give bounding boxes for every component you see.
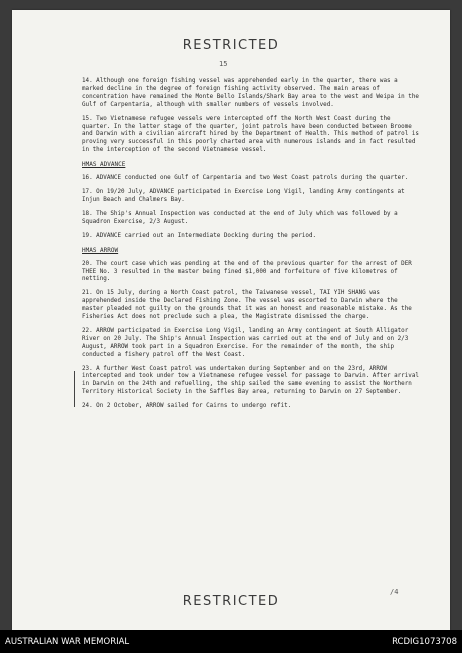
paragraph-15: 15. Two Vietnamese refugee vessels were intercepted off the North West Coast during the quarter. In the latter stage of the quarter, joint patrols have been conducted between Broome and Darwin with a civilian aircraft hired by the Department of Health. This method of patrol is proving very successful in this poorly charted area with numerous islands and in fact resulted in the interception of the second Vietnamese vessel. <box>82 115 419 154</box>
section-heading-arrow: HMAS ARROW <box>82 246 119 254</box>
paragraph-18: 18. The Ship's Annual Inspection was conducted at the end of July which was followed by a Squadron Exercise, 2/3 August. <box>82 210 398 225</box>
classification-stamp-bottom: RESTRICTED <box>182 594 280 609</box>
margin-marker-line <box>74 371 75 407</box>
paragraph-21: 21. On 15 July, during a North Coast patrol, the Taiwanese vessel, TAI YIH SHANG was apprehended inside the Declared Fishing Zone. The vessel was escorted to Darwin where the master pleaded not guilty on the grounds that it was an honest and reasonable mistake. As the Fisheries Act does not preclude such a plea, the Magistrate dismissed the charge. <box>82 290 412 321</box>
classification-stamp-top: RESTRICTED <box>182 38 280 53</box>
section-heading-advance: HMAS ADVANCE <box>82 161 126 169</box>
archive-source-label: AUSTRALIAN WAR MEMORIAL <box>5 637 130 647</box>
document-body <box>82 78 420 417</box>
paragraph-22: 22. ARROW participated in Exercise Long Vigil, landing an Army contingent at South Alligator River on 20 July. The Ship's Annual Inspection was carried out at the end of July and on 2/3 August, ARROW took part in a Squadron Exercise. For the remainder of the month, the ship conducted a fishery patrol off the West Coast. <box>82 327 409 358</box>
archive-record-id: RCDIG1073708 <box>392 637 457 647</box>
paragraph-19: 19. ADVANCE carried out an Intermediate Docking during the period. <box>82 232 317 239</box>
page-number-bottom: /4 <box>390 588 399 596</box>
page-number-top: 15 <box>219 60 228 68</box>
paragraph-23: 23. A further West Coast patrol was undertaken during September and on the 23rd, ARROW intercepted and took under tow a Vietnamese refugee vessel for passage to Darwin. After arrival in Darwin on the 24th and refuelling, the ship sailed the same evening to assist the Northern Territory Historical Society in the Saffles Bay area, returning to Darwin on 27 September. <box>82 365 419 396</box>
paragraph-24: 24. On 2 October, ARROW sailed for Cairns to undergo refit. <box>82 403 292 410</box>
paragraph-20: 20. The court case which was pending at the end of the previous quarter for the arrest of DER THEE No. 3 resulted in the master being fined $1,000 and forfeiture of five kilometres of netting. <box>82 260 412 283</box>
document-page <box>12 10 450 630</box>
archive-footer <box>0 630 462 653</box>
paragraph-14: 14. Although one foreign fishing vessel was apprehended early in the quarter, there was a marked decline in the degree of foreign fishing activity observed. The main areas of concentration have remained the Monte Bello Islands/Shark Bay area to the west and Weipa in the Gulf of Carpentaria, although with smaller numbers of vessels involved. <box>82 78 419 108</box>
paragraph-16: 16. ADVANCE conducted one Gulf of Carpentaria and two West Coast patrols during the quarter. <box>82 175 409 182</box>
paragraph-17: 17. On 19/20 July, ADVANCE participated in Exercise Long Vigil, landing Army contingents at Injun Beach and Chalmers Bay. <box>82 189 405 203</box>
